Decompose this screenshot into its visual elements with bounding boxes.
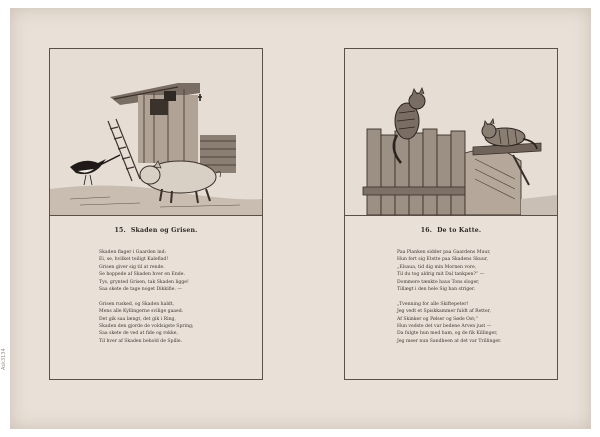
- poem-line: Hun fert sig Etstte paa Skadens Skuur,: [397, 257, 488, 263]
- panel-title-text: De to Katte.: [437, 227, 482, 234]
- poem-line: Da fulgte hun med ham, og de fik Killinger,: [397, 331, 498, 337]
- poem-line: Grisen giver sig til at rende.: [99, 264, 165, 270]
- poem-line: „Elsaua, tid dig min Mornen vore,: [397, 264, 477, 270]
- panel-skaden-og-grisen: [49, 48, 263, 380]
- poem-line: Tillægt i den hele Sig han striger.: [397, 287, 476, 293]
- panel-de-to-katte: [344, 48, 558, 380]
- poem-line: Skaden flager i Gaarden ind:: [99, 250, 167, 255]
- poem-line: Jeg meer nun Sandheen at det var Trillinger.: [397, 338, 502, 344]
- poem-line: Grisen rusked, og Skaden haldt,: [99, 301, 175, 307]
- poem-line: Tys, grynted Grisen, tak Skaden ligge!: [99, 279, 189, 285]
- poem-line: Til hver af Skaden behold de Spille.: [99, 338, 183, 344]
- archive-number: Ask3134: [1, 348, 7, 370]
- poem-line: Det gik saa længt, det gik i Ring,: [99, 316, 176, 322]
- poem-line: Skaden den gjorde de voldsigste Spring;: [99, 324, 194, 330]
- stanza: [345, 249, 557, 293]
- two-cats-on-fence-illustration: [345, 49, 557, 216]
- poem-line: Mens alle Kyllingerne svilige gaaed.: [99, 309, 184, 315]
- poem-text: [50, 249, 262, 353]
- poem-line: Dommere tænkte haus Tons sloger,: [397, 279, 480, 285]
- poem-line: Jeg vedt et Spiskkammer fuldt af Retter,: [397, 309, 491, 315]
- poem-line: Hun vedste det var bedene Arven just —: [397, 324, 492, 330]
- poem-line: Saa skete de tage noget Dikkifie. —: [99, 287, 182, 293]
- poem-line: Paa Planken sidder paa Gaardens Muur,: [397, 250, 491, 255]
- poem-line: Af Skinker og Pølser og Søde Ost;“: [397, 316, 479, 322]
- poem-text: [345, 249, 557, 353]
- print-sheet: [10, 8, 591, 429]
- stanza: [345, 301, 557, 345]
- magpie-and-pig-illustration: [50, 49, 262, 216]
- poem-line: Til du tog aldrig mit Dal tankpen?“ —: [397, 272, 485, 278]
- panel-number: 15.: [114, 227, 126, 234]
- poem-line: „Tvenning for alle Skiftepeter!: [397, 301, 469, 307]
- stanza: [50, 301, 262, 345]
- poem-line: Se hoppede af Skaden hver en Ende.: [99, 272, 185, 278]
- panel-title-text: Skaden og Grisen.: [130, 227, 198, 234]
- panel-title: [345, 227, 557, 234]
- panel-title: [50, 227, 262, 234]
- poem-line: Saa skete de ved at fide og rokke,: [99, 331, 178, 337]
- stanza: [50, 249, 262, 293]
- poem-line: Ei, se, hvilket teiligt Kaleflad!: [99, 257, 169, 263]
- panel-number: 16.: [420, 227, 433, 234]
